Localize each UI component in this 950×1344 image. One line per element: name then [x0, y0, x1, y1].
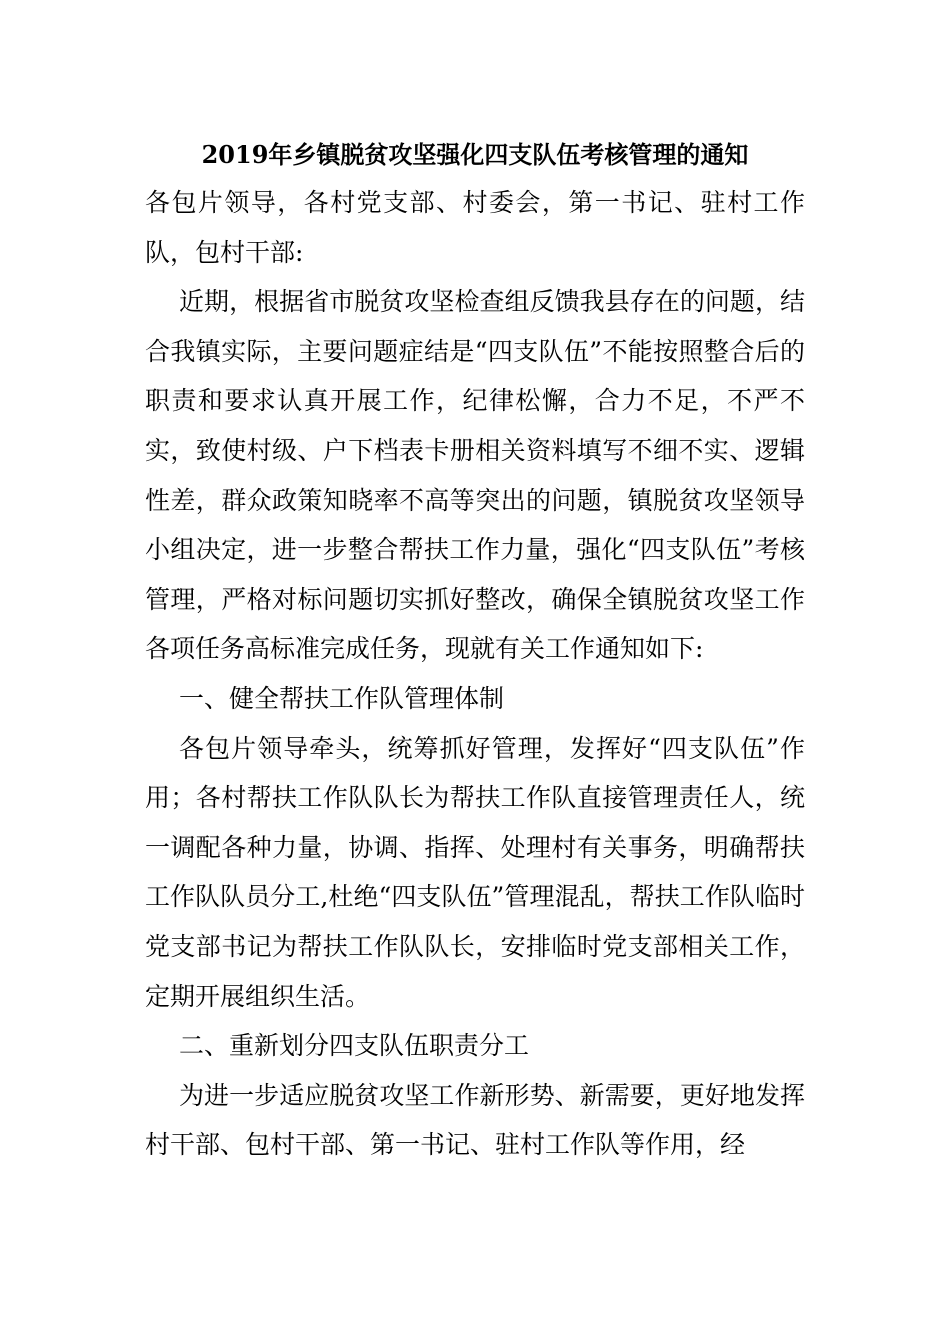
- intro-paragraph: 近期，根据省市脱贫攻坚检查组反馈我县存在的问题，结合我镇实际，主要问题症结是“四支队伍”不能按照整合后的职责和要求认真开展工作，纪律松懈，合力不足，不严不实，致使村级、户下档表卡册相关资料填写不细不实、逻辑性差，群众政策知晓率不高等突出的问题，镇脱贫攻坚领导小组决定，进一步整合帮扶工作力量，强化“四支队伍”考核管理，严格对标问题切实抓好整改，确保全镇脱贫攻坚工作各项任务高标准完成任务，现就有关工作通知如下:: [145, 287, 805, 664]
- section-body-1: 各包片领导牵头，统筹抓好管理，发挥好“四支队伍”作用；各村帮扶工作队队长为帮扶工作队直接管理责任人，统一调配各种力量，协调、指挥、处理村有关事务，明确帮扶工作队队员分工,杜绝“四支队伍”管理混乱，帮扶工作队临时党支部书记为帮扶工作队队长，安排临时党支部相关工作，定期开展组织生活。: [145, 733, 805, 1011]
- document-body: [145, 178, 805, 1170]
- section-body-2: 为进一步适应脱贫攻坚工作新形势、新需要，更好地发挥村干部、包村干部、第一书记、驻村工作队等作用，经: [145, 1080, 805, 1160]
- section-heading-1: 一、健全帮扶工作队管理体制: [179, 683, 505, 713]
- section-heading-2: 二、重新划分四支队伍职责分工: [179, 1031, 530, 1061]
- salutation: 各包片领导，各村党支部、村委会，第一书记、驻村工作队，包村干部:: [145, 188, 805, 267]
- document-title: 2019年乡镇脱贫攻坚强化四支队伍考核管理的通知: [201, 140, 749, 169]
